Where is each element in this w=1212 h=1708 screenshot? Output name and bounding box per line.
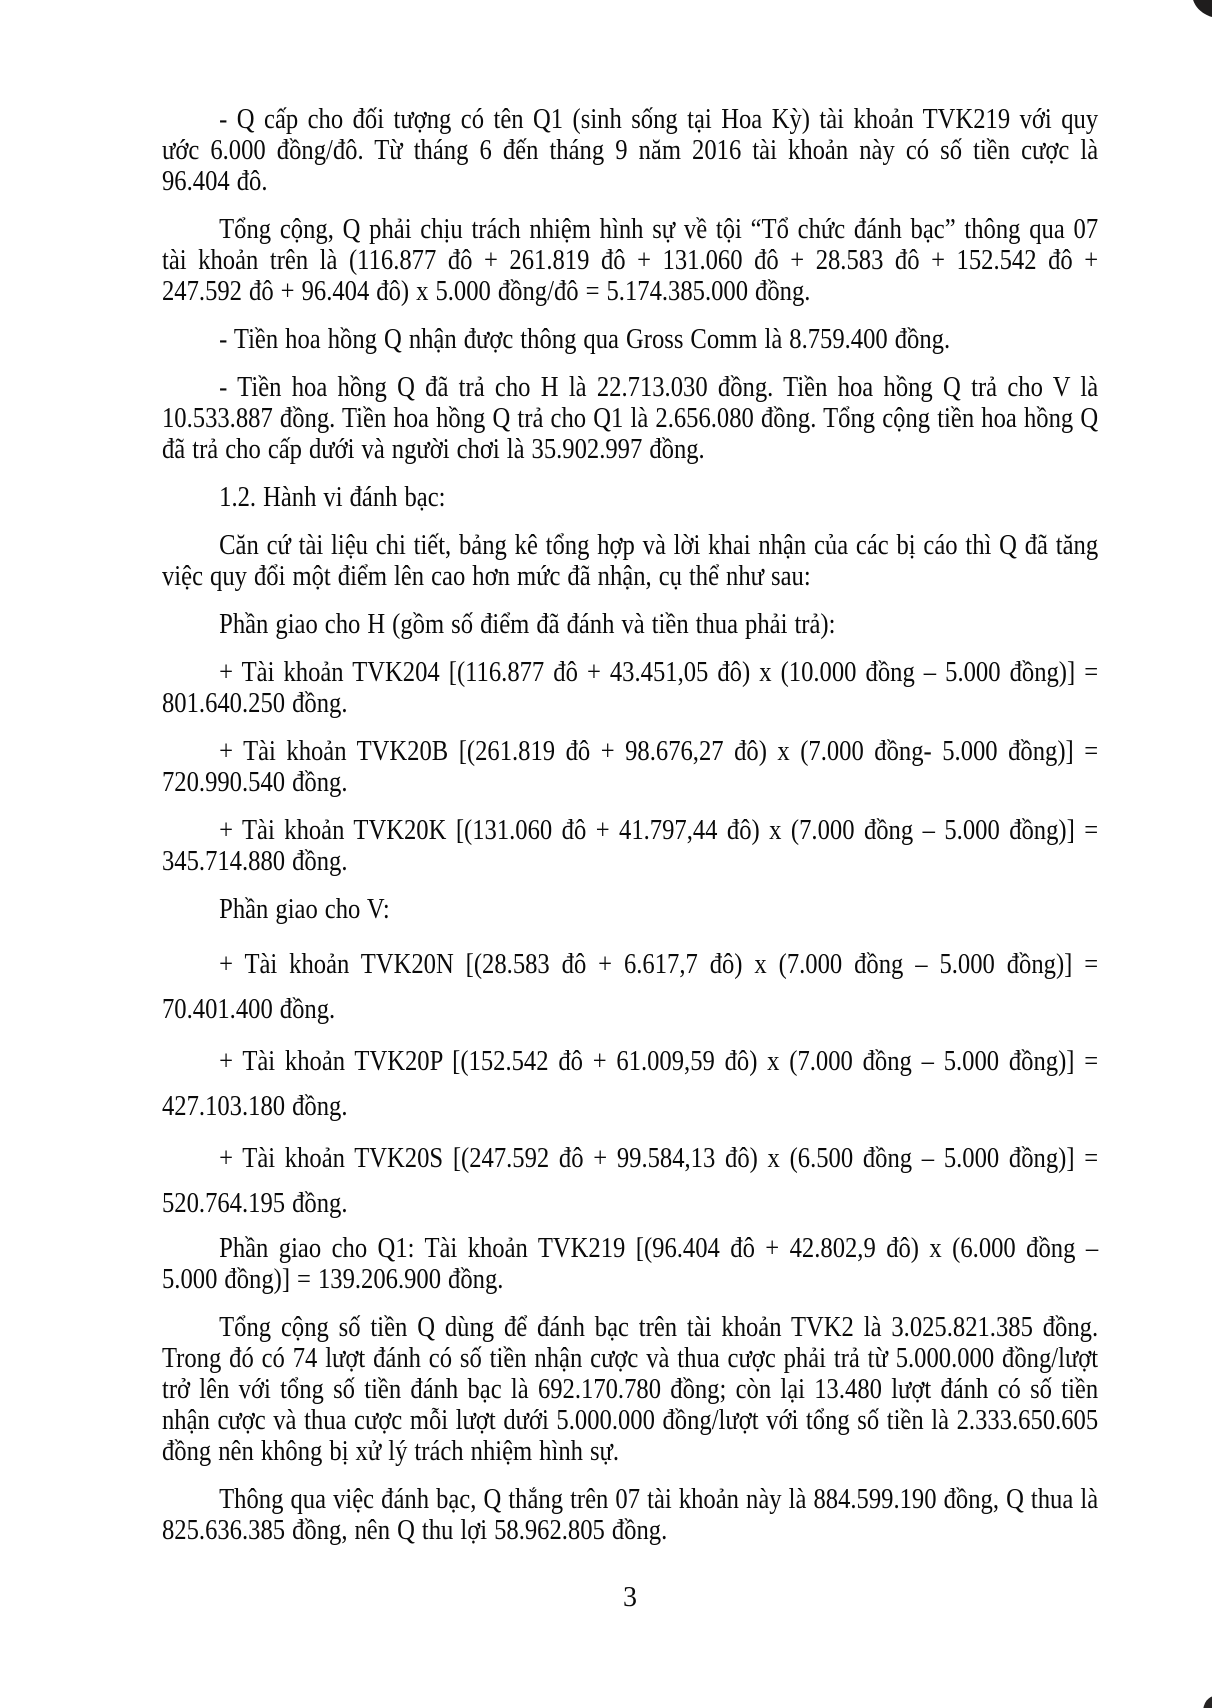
document-body — [162, 104, 1098, 1563]
paragraph-handover-v: Phần giao cho V: — [219, 894, 390, 925]
page-number: 3 — [623, 1582, 637, 1613]
paragraph-handover-q1-tvk219: Phần giao cho Q1: Tài khoản TVK219 [(96.404 đô + 42.802,9 đô) x (6.000 đồng – 5.000 đồng)] = 139.206.900 đồng. — [162, 1233, 1099, 1295]
paragraph-account-tvk20p: + Tài khoản TVK20P [(152.542 đô + 61.009,59 đô) x (7.000 đồng – 5.000 đồng)] = 427.103.180 đồng. — [162, 1046, 1099, 1122]
paragraph-account-tvk20n: + Tài khoản TVK20N [(28.583 đô + 6.617,7 đô) x (7.000 đồng – 5.000 đồng)] = 70.401.400 đồng. — [162, 949, 1099, 1025]
paragraph-win-loss-profit: Thông qua việc đánh bạc, Q thắng trên 07 tài khoản này là 884.599.190 đồng, Q thua là 825.636.385 đồng, nên Q thu lợi 58.962.805 đồng. — [162, 1484, 1099, 1546]
paragraph-evidence-basis: Căn cứ tài liệu chi tiết, bảng kê tổng hợp và lời khai nhận của các bị cáo thì Q đã tăng việc quy đổi một điểm lên cao hơn mức đã nhận, cụ thể như sau: — [162, 530, 1099, 592]
paragraph-gross-comm: - Tiền hoa hồng Q nhận được thông qua Gross Comm là 8.759.400 đồng. — [219, 324, 951, 355]
paragraph-total-liability: Tổng cộng, Q phải chịu trách nhiệm hình sự về tội “Tổ chức đánh bạc” thông qua 07 tài khoản trên là (116.877 đô + 261.819 đô + 131.060 đô + 28.583 đô + 152.542 đô + 247.592 đô + 96.404 đô) x 5.000 đồng/đô = 5.174.385.000 đồng. — [162, 214, 1099, 307]
paragraph-account-tvk20s: + Tài khoản TVK20S [(247.592 đô + 99.584,13 đô) x (6.500 đồng – 5.000 đồng)] = 520.764.195 đồng. — [162, 1143, 1099, 1219]
section-heading-1-2: 1.2. Hành vi đánh bạc: — [219, 482, 446, 513]
paragraph-account-tvk20b: + Tài khoản TVK20B [(261.819 đô + 98.676,27 đô) x (7.000 đồng- 5.000 đồng)] = 720.990.540 đồng. — [162, 736, 1099, 798]
paragraph-handover-h: Phần giao cho H (gồm số điểm đã đánh và tiền thua phải trả): — [219, 609, 836, 640]
paragraph-q1-account-setup: - Q cấp cho đối tượng có tên Q1 (sinh sống tại Hoa Kỳ) tài khoản TVK219 với quy ước 6.000 đồng/đô. Từ tháng 6 đến tháng 9 năm 2016 tài khoản này có số tiền cược là 96.404 đô. — [162, 104, 1099, 197]
paragraph-commissions-paid: - Tiền hoa hồng Q đã trả cho H là 22.713.030 đồng. Tiền hoa hồng Q trả cho V là 10.533.887 đồng. Tiền hoa hồng Q trả cho Q1 là 2.656.080 đồng. Tổng cộng tiền hoa hồng Q đã trả cho cấp dưới và người chơi là 35.902.997 đồng. — [162, 372, 1099, 465]
scan-artifact-top-right — [1192, 0, 1212, 18]
paragraph-total-gambling-sum: Tổng cộng số tiền Q dùng để đánh bạc trên tài khoản TVK2 là 3.025.821.385 đồng. Trong đó có 74 lượt đánh có số tiền nhận cược và thua cược phải trả từ 5.000.000 đồng/lượt trở lên với tổng số tiền đánh bạc là 692.170.780 đồng; còn lại 13.480 lượt đánh có số tiền nhận cược và thua cược mỗi lượt dưới 5.000.000 đồng/lượt với tổng số tiền là 2.333.650.605 đồng nên không bị xử lý trách nhiệm hình sự. — [162, 1312, 1099, 1467]
scan-artifact-bottom-right — [1203, 1696, 1212, 1708]
paragraph-account-tvk20k: + Tài khoản TVK20K [(131.060 đô + 41.797,44 đô) x (7.000 đồng – 5.000 đồng)] = 345.714.880 đồng. — [162, 815, 1099, 877]
paragraph-account-tvk204: + Tài khoản TVK204 [(116.877 đô + 43.451,05 đô) x (10.000 đồng – 5.000 đồng)] = 801.640.250 đồng. — [162, 657, 1099, 719]
